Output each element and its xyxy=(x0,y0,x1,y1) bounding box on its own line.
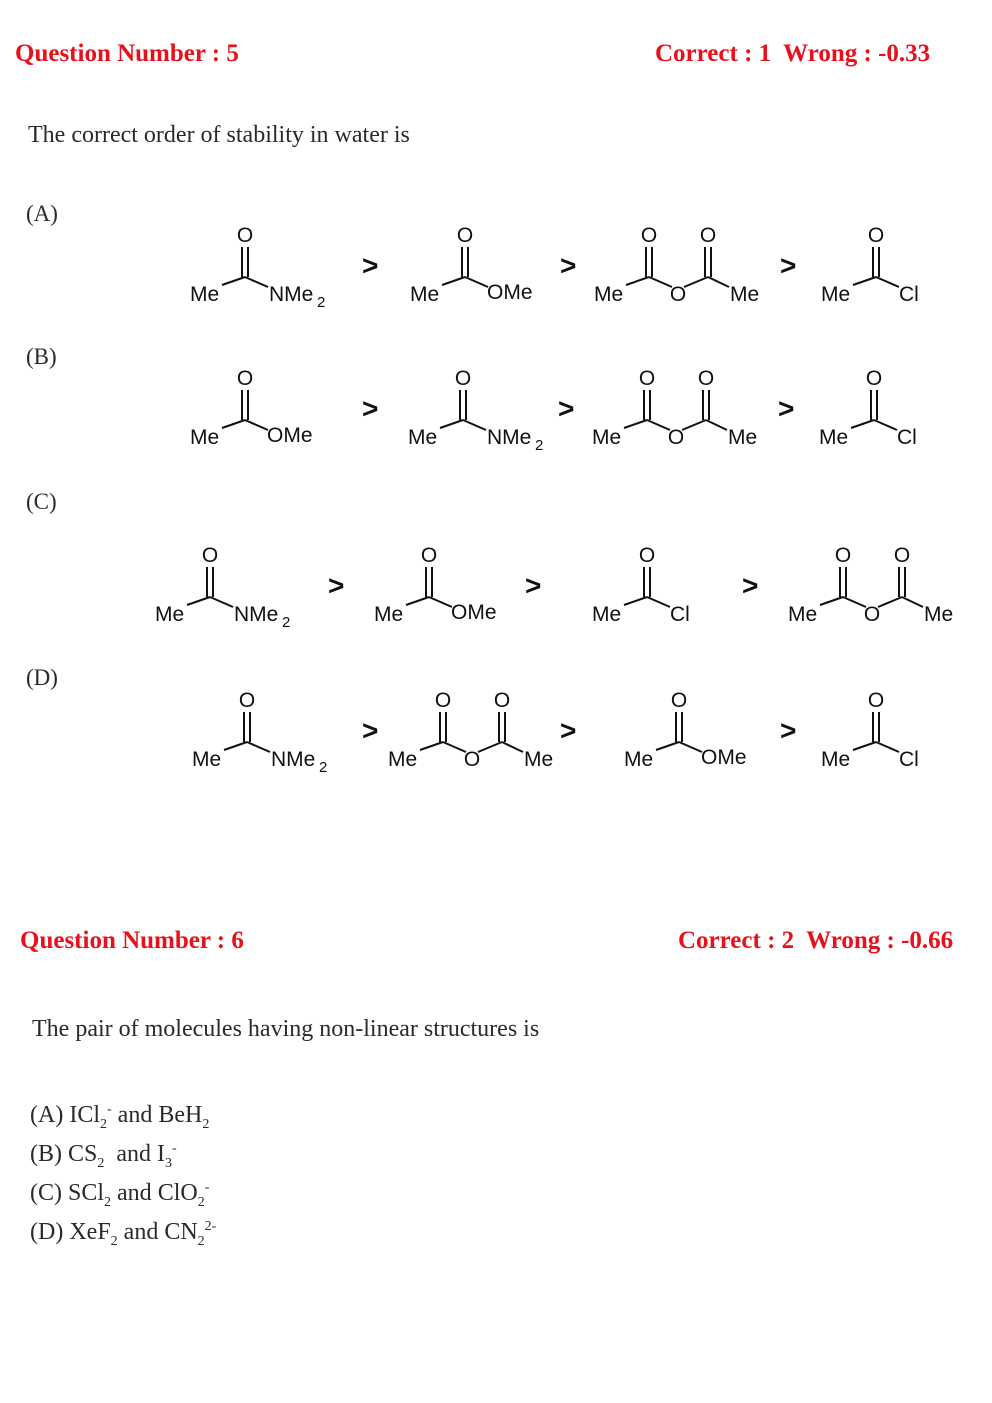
oxygen-atom-label: O xyxy=(867,689,885,712)
bond xyxy=(429,597,452,607)
q6-b-molecule-2-sup: - xyxy=(172,1141,177,1156)
oxygen-atom-label: O xyxy=(201,544,219,567)
q5-option-b-label[interactable]: (B) xyxy=(26,344,57,369)
methyl-label: Me xyxy=(592,603,622,626)
methyl-label: Me xyxy=(190,426,220,449)
bond xyxy=(406,597,429,605)
oxygen-atom-label: O xyxy=(670,689,688,712)
bond xyxy=(647,597,670,607)
q5-question-stem: The correct order of stability in water is xyxy=(28,122,410,148)
q6-d-molecule-1-sub: 2 xyxy=(110,1233,118,1249)
dimethylamino-label: NMe xyxy=(271,748,316,771)
methyl-label: Me xyxy=(728,426,758,449)
q5-option-c-label[interactable]: (C) xyxy=(26,489,57,514)
q6-c-and: and xyxy=(111,1180,158,1206)
q5-marks-label: Correct : 1 Wrong : -0.33 xyxy=(655,40,931,67)
methyl-label: Me xyxy=(819,426,849,449)
bond xyxy=(187,597,210,605)
bond xyxy=(626,277,649,285)
bond xyxy=(222,420,245,428)
q6-b-molecule-1-sub: 2 xyxy=(97,1155,105,1171)
bond xyxy=(679,742,702,752)
q6-d-and: and xyxy=(117,1219,165,1245)
methyl-label: Me xyxy=(730,283,760,306)
bond xyxy=(247,742,270,752)
bond xyxy=(502,742,523,752)
bond xyxy=(245,420,268,430)
q5-option-a-label[interactable]: (A) xyxy=(26,201,58,226)
chlorine-label: Cl xyxy=(670,603,690,626)
methyl-label: Me xyxy=(388,748,418,771)
bond xyxy=(878,597,902,607)
dimethylamino-subscript: 2 xyxy=(282,614,291,631)
bond xyxy=(440,420,463,428)
q6-marks-label: Correct : 2 Wrong : -0.66 xyxy=(678,927,954,954)
bond xyxy=(420,742,443,750)
bond xyxy=(478,742,502,752)
dimethylamino-subscript: 2 xyxy=(319,759,328,776)
bond xyxy=(853,277,876,285)
q6-a-molecule-1-sup: - xyxy=(107,1102,112,1117)
q5-number-label: Question Number : 5 xyxy=(15,40,239,67)
greater-than-symbol: > xyxy=(560,715,577,746)
q6-d-molecule-2-sub: 2 xyxy=(197,1233,205,1249)
bond xyxy=(706,420,727,430)
methyl-label: Me xyxy=(155,603,185,626)
bond xyxy=(245,277,268,287)
methoxy-label: OMe xyxy=(267,424,313,447)
dimethylamino-label: NMe xyxy=(487,426,532,449)
chlorine-label: Cl xyxy=(897,426,917,449)
methoxy-label: OMe xyxy=(701,746,747,769)
oxygen-atom-label: O xyxy=(867,224,885,247)
bond xyxy=(684,277,708,287)
greater-than-symbol: > xyxy=(558,393,575,424)
bond xyxy=(682,420,706,430)
q6-c-molecule-1-sub: 2 xyxy=(104,1194,112,1210)
oxygen-atom-label: O xyxy=(638,367,656,390)
methyl-label: Me xyxy=(408,426,438,449)
greater-than-symbol: > xyxy=(742,570,759,601)
bond xyxy=(222,277,245,285)
methyl-label: Me xyxy=(592,426,622,449)
q6-option-a[interactable] xyxy=(30,1102,209,1133)
methyl-label: Me xyxy=(192,748,222,771)
bond xyxy=(843,597,866,607)
bridging-oxygen-label: O xyxy=(669,283,687,306)
q6-b-molecule-2: I xyxy=(157,1141,166,1167)
dimethylamino-label: NMe xyxy=(269,283,314,306)
q6-a-molecule-2-sub: 2 xyxy=(202,1116,210,1132)
bond xyxy=(853,742,876,750)
oxygen-atom-label: O xyxy=(236,367,254,390)
q6-c-molecule-2: ClO xyxy=(157,1180,198,1206)
methyl-label: Me xyxy=(624,748,654,771)
oxygen-atom-label: O xyxy=(456,224,474,247)
bond xyxy=(647,420,670,430)
bond xyxy=(465,277,488,287)
bridging-oxygen-label: O xyxy=(863,603,881,626)
q6-d-molecule-2: CN xyxy=(164,1219,198,1245)
q6-option-b[interactable] xyxy=(30,1141,177,1172)
greater-than-symbol: > xyxy=(780,715,797,746)
methyl-label: Me xyxy=(190,283,220,306)
bond xyxy=(820,597,843,605)
q6-b-molecule-1: CS xyxy=(68,1141,98,1167)
q6-option-a-label: (A) xyxy=(30,1102,70,1128)
oxygen-atom-label: O xyxy=(454,367,472,390)
chlorine-label: Cl xyxy=(899,748,919,771)
q6-c-molecule-2-sup: - xyxy=(204,1180,210,1195)
q6-d-molecule-1: XeF xyxy=(69,1219,111,1245)
methyl-label: Me xyxy=(788,603,818,626)
q6-option-d-label: (D) xyxy=(30,1219,70,1245)
bond xyxy=(442,277,465,285)
q6-a-molecule-1-sub: 2 xyxy=(100,1116,107,1132)
greater-than-symbol: > xyxy=(560,250,577,281)
chlorine-label: Cl xyxy=(899,283,919,306)
q6-c-molecule-2-sub: 2 xyxy=(197,1194,205,1210)
methyl-label: Me xyxy=(821,748,851,771)
q6-question-stem: The pair of molecules having non-linear structures is xyxy=(32,1016,540,1042)
q6-d-molecule-2-sup: 2- xyxy=(204,1219,217,1234)
oxygen-atom-label: O xyxy=(238,689,256,712)
oxygen-atom-label: O xyxy=(697,367,715,390)
bond xyxy=(649,277,672,287)
oxygen-atom-label: O xyxy=(834,544,852,567)
methoxy-label: OMe xyxy=(451,601,497,624)
greater-than-symbol: > xyxy=(362,715,379,746)
q5-option-b-structures xyxy=(0,368,992,468)
q6-a-molecule-1: ICl xyxy=(69,1102,100,1128)
q6-option-c[interactable] xyxy=(30,1180,209,1211)
methyl-label: Me xyxy=(594,283,624,306)
bond xyxy=(210,597,233,607)
bond xyxy=(876,277,899,287)
q5-option-c-structures xyxy=(0,545,992,645)
methyl-label: Me xyxy=(410,283,440,306)
q5-option-a-structures xyxy=(0,225,992,325)
methyl-label: Me xyxy=(924,603,954,626)
bond xyxy=(224,742,247,750)
greater-than-symbol: > xyxy=(525,570,542,601)
dimethylamino-subscript: 2 xyxy=(317,294,326,311)
q6-option-d[interactable] xyxy=(30,1219,216,1250)
oxygen-atom-label: O xyxy=(865,367,883,390)
greater-than-symbol: > xyxy=(362,393,379,424)
bond xyxy=(624,420,647,428)
q6-option-b-label: (B) xyxy=(30,1141,68,1167)
bond xyxy=(902,597,923,607)
oxygen-atom-label: O xyxy=(699,224,717,247)
q6-c-molecule-1: SCl xyxy=(68,1180,105,1206)
oxygen-atom-label: O xyxy=(236,224,254,247)
q6-a-and: and xyxy=(111,1102,159,1128)
greater-than-symbol: > xyxy=(778,393,795,424)
greater-than-symbol: > xyxy=(328,570,345,601)
oxygen-atom-label: O xyxy=(434,689,452,712)
bridging-oxygen-label: O xyxy=(463,748,481,771)
bond xyxy=(656,742,679,750)
oxygen-atom-label: O xyxy=(420,544,438,567)
bond xyxy=(874,420,897,430)
bond xyxy=(851,420,874,428)
methoxy-label: OMe xyxy=(487,281,533,304)
q6-number-label: Question Number : 6 xyxy=(20,927,244,954)
methyl-label: Me xyxy=(524,748,554,771)
greater-than-symbol: > xyxy=(780,250,797,281)
oxygen-atom-label: O xyxy=(638,544,656,567)
q6-b-molecule-2-sub: 3 xyxy=(165,1155,173,1171)
bond xyxy=(624,597,647,605)
dimethylamino-label: NMe xyxy=(234,603,279,626)
oxygen-atom-label: O xyxy=(493,689,511,712)
greater-than-symbol: > xyxy=(362,250,379,281)
bond xyxy=(876,742,899,752)
bond xyxy=(443,742,466,752)
q5-option-d-label[interactable]: (D) xyxy=(26,665,58,690)
oxygen-atom-label: O xyxy=(640,224,658,247)
methyl-label: Me xyxy=(821,283,851,306)
q6-a-molecule-2: BeH xyxy=(158,1102,203,1128)
bridging-oxygen-label: O xyxy=(667,426,685,449)
q6-option-c-label: (C) xyxy=(30,1180,68,1206)
oxygen-atom-label: O xyxy=(893,544,911,567)
dimethylamino-subscript: 2 xyxy=(535,437,544,454)
bond xyxy=(708,277,729,287)
bond xyxy=(463,420,486,430)
methyl-label: Me xyxy=(374,603,404,626)
q5-option-d-structures xyxy=(0,690,992,790)
q6-b-and: and xyxy=(104,1141,158,1167)
